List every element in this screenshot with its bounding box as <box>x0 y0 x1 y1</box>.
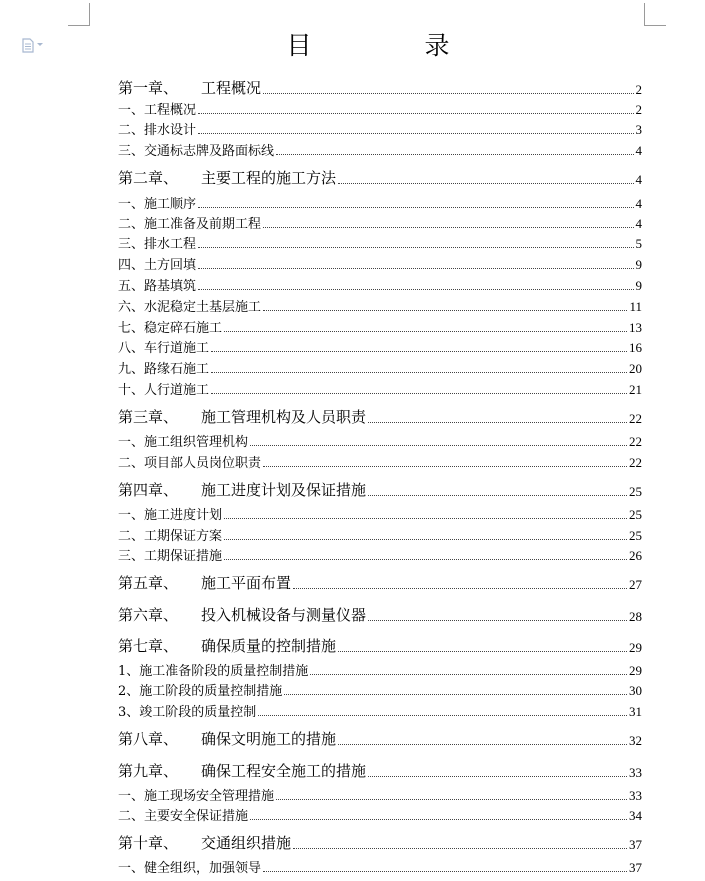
toc-section-entry[interactable] <box>118 432 642 450</box>
toc-entry-label: 工程概况 <box>201 79 262 97</box>
toc-page-number: 30 <box>629 683 642 698</box>
toc-section-entry[interactable] <box>118 141 642 159</box>
toc-chapter-entry[interactable] <box>118 727 642 749</box>
toc-section-entry[interactable] <box>118 380 642 398</box>
toc-dot-leader <box>368 495 627 496</box>
toc-section-entry[interactable] <box>118 276 642 294</box>
toc-chapter-entry[interactable] <box>118 603 642 625</box>
toc-page-number: 11 <box>629 299 642 314</box>
toc-entry-label: 七、稳定碎石施工 <box>118 321 223 336</box>
toc-entry-label: 施工平面布置 <box>201 574 292 592</box>
toc-dot-leader <box>338 651 627 652</box>
toc-section-entry[interactable] <box>118 505 642 523</box>
toc-page-number: 22 <box>629 411 642 426</box>
toc-page-number: 33 <box>629 765 642 780</box>
toc-dot-leader <box>224 518 627 519</box>
toc-entry-label: 一、施工组织管理机构 <box>118 435 249 450</box>
toc-page-number: 5 <box>635 236 642 251</box>
toc-dot-leader <box>198 268 633 269</box>
toc-page-number: 3 <box>635 122 642 137</box>
margin-mark-top-right <box>644 3 666 26</box>
toc-section-entry[interactable] <box>118 234 642 252</box>
toc-section-entry[interactable] <box>118 546 642 564</box>
toc-entry-label: 六、水泥稳定土基层施工 <box>118 300 262 315</box>
toc-section-entry[interactable] <box>118 858 642 876</box>
toc-entry-label: 十、人行道施工 <box>118 383 210 398</box>
toc-dot-leader <box>224 331 627 332</box>
toc-dot-leader <box>263 871 627 872</box>
toc-chapter-entry[interactable] <box>118 634 642 656</box>
toc-chapter-entry[interactable] <box>118 76 642 98</box>
toc-chapter-number: 第二章、 <box>118 169 179 187</box>
toc-page-number: 34 <box>629 808 642 823</box>
toc-entry-label: 1、施工准备阶段的质量控制措施 <box>118 664 309 679</box>
toc-section-entry[interactable] <box>118 806 642 824</box>
toc-section-entry[interactable] <box>118 214 642 232</box>
toc-chapter-number: 第九章、 <box>118 762 179 780</box>
toc-dot-leader <box>250 445 627 446</box>
toc-dot-leader <box>198 207 633 208</box>
toc-dot-leader <box>250 819 627 820</box>
toc-dot-leader <box>284 694 627 695</box>
toc-page-number: 31 <box>629 704 642 719</box>
toc-section-entry[interactable] <box>118 255 642 273</box>
toc-page-number: 29 <box>629 640 642 655</box>
toc-dot-leader <box>338 744 627 745</box>
toc-page-number: 26 <box>629 548 642 563</box>
toc-section-entry[interactable] <box>118 194 642 212</box>
toc-dot-leader <box>293 848 627 849</box>
toc-page-number: 28 <box>629 609 642 624</box>
toc-page-number: 27 <box>629 577 642 592</box>
toc-page-number: 29 <box>629 663 642 678</box>
toc-section-entry[interactable] <box>118 661 642 679</box>
toc-section-entry[interactable] <box>118 681 642 699</box>
page-title: 目 录 <box>286 31 494 60</box>
toc-dot-leader <box>276 799 627 800</box>
toc-entry-label: 施工管理机构及人员职责 <box>201 408 367 426</box>
toc-entry-label: 一、施工进度计划 <box>118 508 223 523</box>
toc-dot-leader <box>368 422 627 423</box>
toc-dot-leader <box>224 559 627 560</box>
toc-entry-label: 3、竣工阶段的质量控制 <box>118 705 257 720</box>
toc-page-number: 9 <box>635 257 642 272</box>
toc-page-number: 25 <box>629 484 642 499</box>
toc-page-number: 16 <box>629 340 642 355</box>
toc-section-entry[interactable] <box>118 786 642 804</box>
toc-page-number: 13 <box>629 320 642 335</box>
toc-dot-leader <box>338 183 633 184</box>
toc-entry-label: 三、工期保证措施 <box>118 549 223 564</box>
toc-dot-leader <box>198 113 633 114</box>
toc-dot-leader <box>276 154 633 155</box>
toc-entry-label: 主要工程的施工方法 <box>201 169 337 187</box>
toc-page-number: 4 <box>635 143 642 158</box>
toc-dot-leader <box>211 372 627 373</box>
toc-section-entry[interactable] <box>118 526 642 544</box>
toc-dot-leader <box>263 93 633 94</box>
toc-section-entry[interactable] <box>118 297 642 315</box>
toc-chapter-entry[interactable] <box>118 759 642 781</box>
toc-entry-label: 四、土方回填 <box>118 258 197 273</box>
toc-chapter-number: 第三章、 <box>118 408 179 426</box>
margin-mark-top-left <box>68 3 90 26</box>
toc-page-number: 37 <box>629 860 642 875</box>
toc-dot-leader <box>310 674 627 675</box>
toc-entry-label: 二、主要安全保证措施 <box>118 809 249 824</box>
toc-entry-label: 三、交通标志牌及路面标线 <box>118 144 275 159</box>
toc-entry-label: 三、排水工程 <box>118 237 197 252</box>
toc-dot-leader <box>198 133 633 134</box>
toc-chapter-number: 第四章、 <box>118 481 179 499</box>
toc-page-number: 37 <box>629 837 642 852</box>
toc-section-entry[interactable] <box>118 453 642 471</box>
toc-page-number: 2 <box>635 82 642 97</box>
toc-entry-label: 施工进度计划及保证措施 <box>201 481 367 499</box>
toc-page-number: 4 <box>635 172 642 187</box>
toc-dot-leader <box>211 393 627 394</box>
toc-entry-label: 二、排水设计 <box>118 123 197 138</box>
toc-entry-label: 八、车行道施工 <box>118 341 210 356</box>
toc-entry-label: 五、路基填筑 <box>118 279 197 294</box>
toc-chapter-entry[interactable] <box>118 571 642 593</box>
toc-section-entry[interactable] <box>118 359 642 377</box>
toc-page-number: 33 <box>629 788 642 803</box>
toc-dot-leader <box>198 289 633 290</box>
toc-page-number: 4 <box>635 196 642 211</box>
toc-page-number: 32 <box>629 733 642 748</box>
toc-page-number: 20 <box>629 361 642 376</box>
toc-chapter-entry[interactable] <box>118 405 642 427</box>
toc-section-entry[interactable] <box>118 702 642 720</box>
toc-page-number: 22 <box>629 434 642 449</box>
toc-chapter-number: 第一章、 <box>118 79 179 97</box>
toc-dot-leader <box>211 351 627 352</box>
toc-dot-leader <box>293 588 627 589</box>
toc-page-number: 25 <box>629 528 642 543</box>
toc-chapter-entry[interactable] <box>118 166 642 188</box>
toc-page-number: 4 <box>635 216 642 231</box>
toc-dot-leader <box>263 310 627 311</box>
toc-page-number: 9 <box>635 278 642 293</box>
toc-dot-leader <box>368 620 627 621</box>
toc-section-entry[interactable] <box>118 318 642 336</box>
toc-entry-label: 一、施工现场安全管理措施 <box>118 789 275 804</box>
toc-dot-leader <box>263 466 627 467</box>
toc-chapter-number: 第八章、 <box>118 730 179 748</box>
toc-entry-label: 一、工程概况 <box>118 103 197 118</box>
toc-entry-label: 一、施工顺序 <box>118 197 197 212</box>
toc-chapter-entry[interactable] <box>118 831 642 853</box>
toc-entry-label: 确保工程安全施工的措施 <box>201 762 367 780</box>
toc-page-number: 25 <box>629 507 642 522</box>
toc-dot-leader <box>368 776 627 777</box>
toc-entry-label: 二、工期保证方案 <box>118 529 223 544</box>
toc-dot-leader <box>224 539 627 540</box>
toc-entry-label: 投入机械设备与测量仪器 <box>201 606 367 624</box>
toc-entry-label: 确保文明施工的措施 <box>201 730 337 748</box>
toc-section-entry[interactable] <box>118 100 642 118</box>
toc-entry-label: 交通组织措施 <box>201 834 292 852</box>
toc-page-number: 2 <box>635 102 642 117</box>
toc-entry-label: 确保质量的控制措施 <box>201 637 337 655</box>
toc-entry-label: 二、施工准备及前期工程 <box>118 217 262 232</box>
toc-entry-label: 一、健全组织，加强领导 <box>118 861 262 876</box>
toc-chapter-entry[interactable] <box>118 478 642 500</box>
toc-section-entry[interactable] <box>118 338 642 356</box>
toc-entry-label: 二、项目部人员岗位职责 <box>118 456 262 471</box>
toc-dot-leader <box>198 247 633 248</box>
toc-dot-leader <box>263 227 633 228</box>
toc-entry-label: 2、施工阶段的质量控制措施 <box>118 684 283 699</box>
toc-chapter-number: 第七章、 <box>118 637 179 655</box>
toc-dot-leader <box>258 715 627 716</box>
toc-page-number: 22 <box>629 455 642 470</box>
toc-chapter-number: 第五章、 <box>118 574 179 592</box>
toc-section-entry[interactable] <box>118 120 642 138</box>
toc-chapter-number: 第六章、 <box>118 606 179 624</box>
toc-page-number: 21 <box>629 382 642 397</box>
toc-entry-label: 九、路缘石施工 <box>118 362 210 377</box>
toc-chapter-number: 第十章、 <box>118 834 179 852</box>
